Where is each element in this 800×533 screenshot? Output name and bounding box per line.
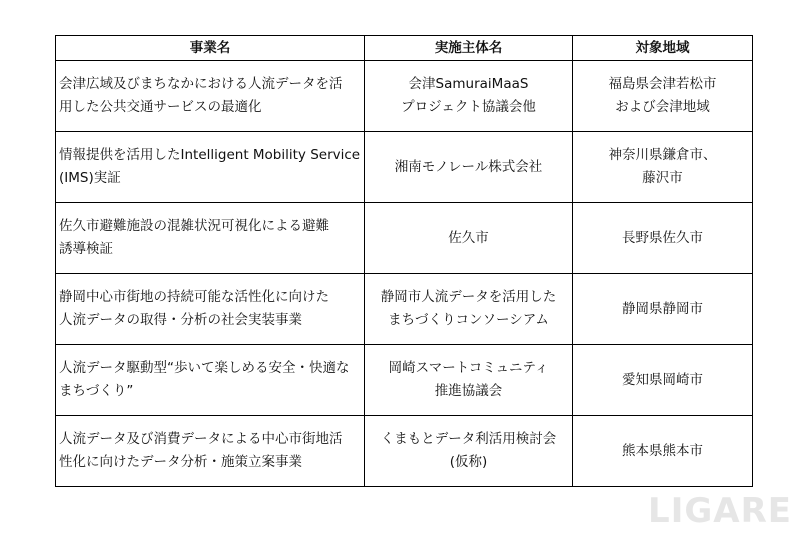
cell-text-line: まちづくり” (59, 383, 134, 399)
project-name-cell (56, 132, 365, 203)
cell-text-line: 福島県会津若松市 (608, 76, 717, 92)
table-row (56, 203, 753, 274)
organizer-cell (365, 416, 573, 487)
region-cell (573, 203, 753, 274)
cell-text-line: 神奈川県鎌倉市、 (608, 147, 717, 163)
region-cell (573, 416, 753, 487)
region-cell (573, 132, 753, 203)
project-name-cell (56, 416, 365, 487)
cell-text-line: 静岡中心市街地の持続可能な活性化に向けた (59, 289, 329, 305)
region-cell (573, 61, 753, 132)
organizer-cell (365, 203, 573, 274)
cell-text-line: 佐久市避難施設の混雑状況可視化による避難 (59, 218, 329, 234)
cell-text-line: および会津地域 (615, 99, 710, 115)
cell-text-line: 静岡県静岡市 (622, 300, 703, 317)
region-cell (573, 345, 753, 416)
table-header-row (56, 36, 753, 61)
cell-text-line: くまもとデータ利活用検討会 (380, 431, 557, 447)
cell-text-line: 用した公共交通サービスの最適化 (59, 99, 262, 115)
cell-text-line: 熊本県熊本市 (622, 442, 703, 459)
cell-text-line: 性化に向けたデータ分析・施策立案事業 (59, 454, 302, 470)
cell-text-line: 人流データ及び消費データによる中心市街地活 (59, 431, 343, 447)
header-region: 対象地域 (573, 36, 753, 61)
region-cell (573, 274, 753, 345)
cell-text-line: 人流データの取得・分析の社会実装事業 (59, 312, 302, 328)
cell-text-line: 岡崎スマートコミュニティ (388, 360, 549, 376)
header-organizer: 実施主体名 (365, 36, 573, 61)
cell-text-line: 推進協議会 (434, 383, 503, 399)
projects-table (55, 35, 753, 487)
table-row (56, 274, 753, 345)
cell-text-line: プロジェクト協議会他 (401, 99, 536, 115)
organizer-cell (365, 61, 573, 132)
cell-text-line: 会津SamuraiMaaS (408, 76, 529, 92)
table-row (56, 345, 753, 416)
cell-text-line: 誘導検証 (59, 241, 113, 257)
cell-text-line: 藤沢市 (642, 170, 683, 186)
organizer-cell (365, 274, 573, 345)
table-row (56, 416, 753, 487)
cell-text-line: まちづくりコンソーシアム (388, 312, 549, 328)
cell-text-line: 会津広域及びまちなかにおける人流データを活 (59, 76, 343, 92)
project-name-cell (56, 203, 365, 274)
project-name-cell (56, 61, 365, 132)
project-name-cell (56, 345, 365, 416)
cell-text-line: 情報提供を活用したIntelligent Mobility Service (59, 147, 361, 163)
cell-text-line: (IMS)実証 (59, 170, 121, 186)
header-project-name: 事業名 (56, 36, 365, 61)
cell-text-line: 人流データ駆動型“歩いて楽しめる安全・快適な (59, 360, 350, 376)
table-row (56, 132, 753, 203)
cell-text-line: 佐久市 (448, 229, 489, 246)
cell-text-line: (仮称) (449, 454, 488, 470)
organizer-cell (365, 345, 573, 416)
ligare-watermark: LIGARE (648, 491, 792, 531)
cell-text-line: 静岡市人流データを活用した (380, 289, 557, 305)
cell-text-line: 長野県佐久市 (622, 229, 703, 246)
table-row (56, 61, 753, 132)
cell-text-line: 愛知県岡崎市 (622, 371, 703, 388)
organizer-cell (365, 132, 573, 203)
project-name-cell (56, 274, 365, 345)
cell-text-line: 湘南モノレール株式会社 (394, 158, 543, 175)
